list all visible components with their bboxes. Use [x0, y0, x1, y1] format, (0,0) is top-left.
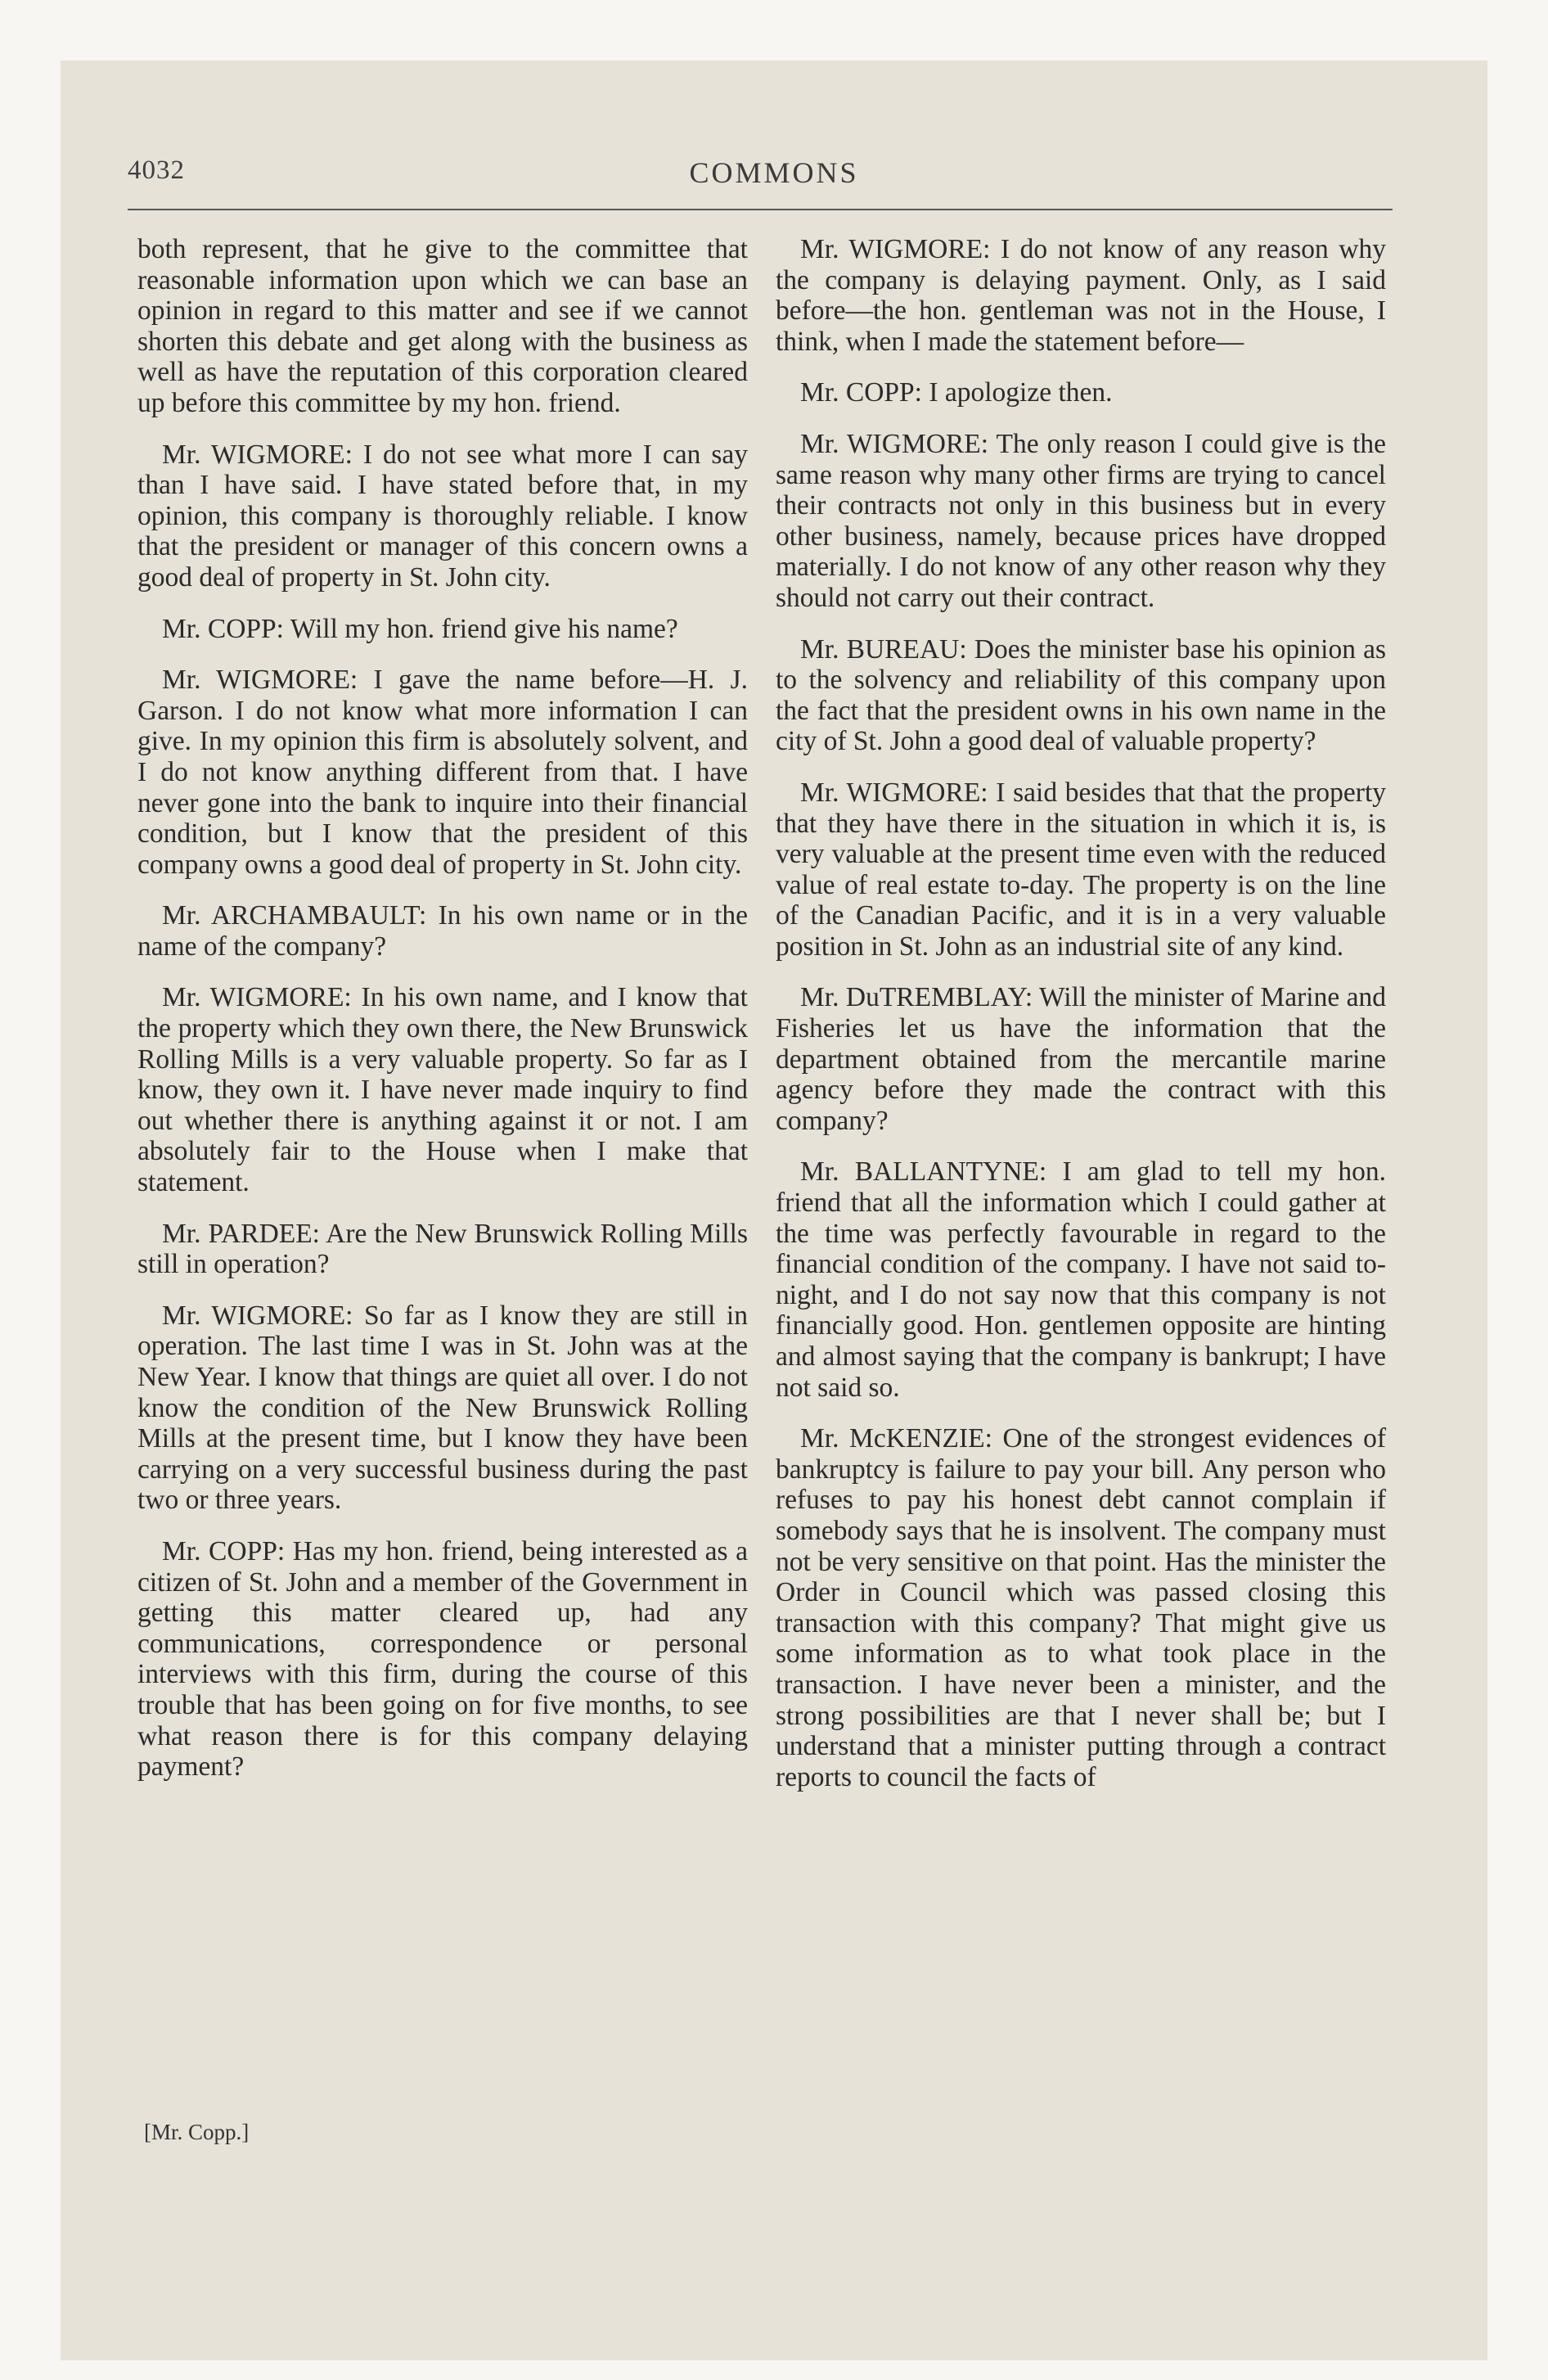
paragraph: Mr. WIGMORE: I do not see what more I can say than I have said. I have stated before that, in my opinion, this company is thoroughly reliable. I know that the president or manager of this concern owns a good deal of property in St. John city. [137, 439, 748, 593]
left-column [137, 234, 748, 1803]
paragraph: Mr. COPP: Will my hon. friend give his name? [162, 613, 678, 644]
paragraph: Mr. WIGMORE: I said besides that that the property that they have there in the situation in which it is, is very valuable at the present time even with the reduced value of real estate to-day. The property is on the line of the Canadian Pacific, and it is in a very valuable position in St. John as an industrial site of any kind. [776, 777, 1386, 962]
paragraph: Mr. DuTREMBLAY: Will the minister of Marine and Fisheries let us have the information that the department obtained from the mercantile marine agency before they made the contract with this company? [776, 982, 1386, 1136]
header-rule [128, 209, 1393, 210]
speaker-footnote: [Mr. Copp.] [144, 2120, 250, 2144]
paragraph: Mr. WIGMORE: In his own name, and I know that the property which they own there, the New Brunswick Rolling Mills is a very valuable property. So far as I know, they own it. I have never made inquiry to find out whether there is anything against it or not. I am absolutely fair to the House when I make that statement. [137, 982, 748, 1198]
right-column [776, 234, 1386, 1813]
paragraph: Mr. McKENZIE: One of the strongest evidences of bankruptcy is failure to pay your bill. Any person who refuses to pay his honest debt cannot complain if somebody says that he is insolvent. The company must not be very sensitive on that point. Has the minister the Order in Council which was passed closing this transaction with this company? That might give us some information as to what took place in the transaction. I have never been a minister, and the strong possibilities are that I never shall be; but I understand that a minister putting through a contract reports to council the facts of [776, 1423, 1386, 1792]
paragraph: Mr. COPP: I apologize then. [800, 377, 1113, 408]
paragraph: Mr. PARDEE: Are the New Brunswick Rolling Mills still in operation? [137, 1218, 748, 1280]
paragraph: Mr. BUREAU: Does the minister base his opinion as to the solvency and reliability of this company upon the fact that the president owns in his own name in the city of St. John a good deal of valuable property? [776, 633, 1386, 757]
paragraph: Mr. WIGMORE: I do not know of any reason why the company is delaying payment. Only, as I said before—the hon. gentleman was not in the House, I think, when I made the statement before— [776, 234, 1386, 357]
paragraph: Mr. WIGMORE: I gave the name before—H. J. Garson. I do not know what more information I can give. In my opinion this firm is absolutely solvent, and I do not know anything different from that. I have never gone into the bank to inquire into their financial condition, but I know that the president of this company owns a good deal of property in St. John city. [137, 665, 748, 880]
paragraph: Mr. ARCHAMBAULT: In his own name or in the name of the company? [137, 900, 748, 962]
paragraph: both represent, that he give to the committee that reasonable information upon which we can base an opinion in regard to this matter and see if we cannot shorten this debate and get along with the business as well as have the reputation of this corporation cleared up before this committee by my hon. friend. [137, 234, 748, 418]
paragraph: Mr. WIGMORE: The only reason I could give is the same reason why many other firms are trying to cancel their contracts not only in this business but in every other business, namely, because prices have dropped materially. I do not know of any other reason why they should not carry out their contract. [776, 428, 1386, 613]
paragraph: Mr. WIGMORE: So far as I know they are still in operation. The last time I was in St. John was at the New Year. I know that things are quiet all over. I do not know the condition of the New Brunswick Rolling Mills at the present time, but I know they have been carrying on a very successful business during the past two or three years. [137, 1300, 748, 1516]
running-head: COMMONS [689, 156, 859, 189]
paragraph: Mr. BALLANTYNE: I am glad to tell my hon. friend that all the information which I could gather at the time was perfectly favourable in regard to the financial condition of the company. I have not said to-night, and I do not say now that this company is not financially good. Hon. gentlemen opposite are hinting and almost saying that the company is bankrupt; I have not said so. [776, 1156, 1386, 1403]
page-number: 4032 [128, 156, 185, 185]
paragraph: Mr. COPP: Has my hon. friend, being interested as a citizen of St. John and a member of the Government in getting this matter cleared up, had any communications, correspondence or personal interviews with this firm, during the course of this trouble that has been going on for five months, to see what reason there is for this company delaying payment? [137, 1535, 748, 1783]
